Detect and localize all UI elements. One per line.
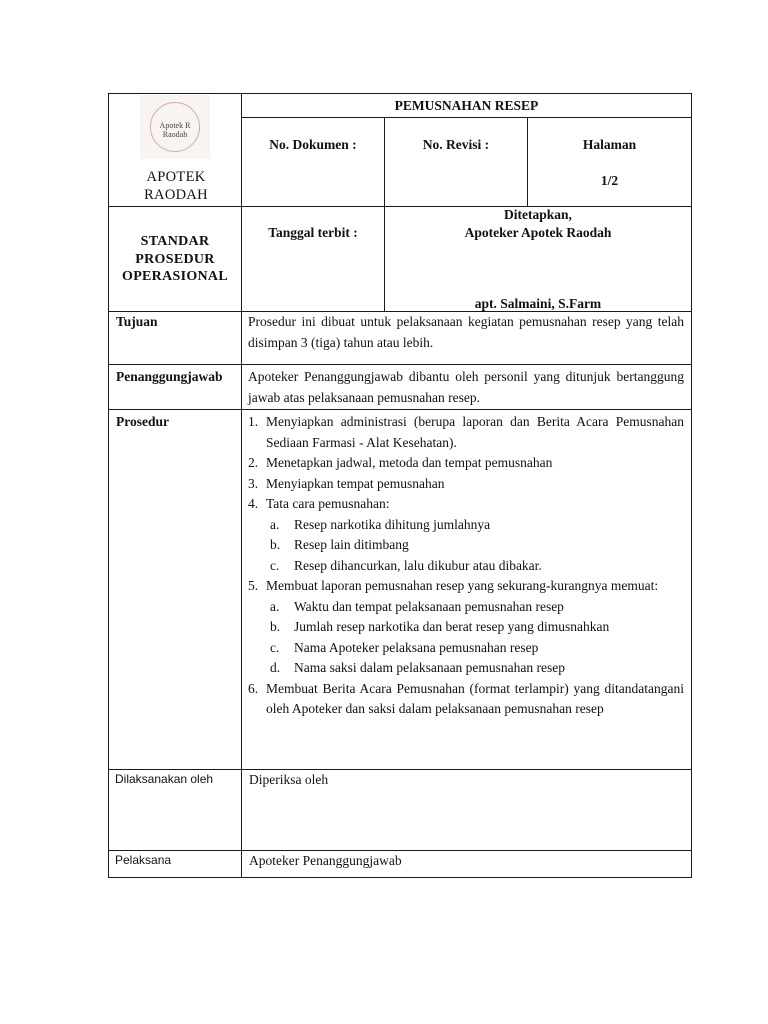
table-divider [241,117,691,118]
item-text: Nama Apoteker pelaksana pemusnahan resep [294,639,539,655]
item-text: Tata cara pemusnahan: [266,496,390,511]
item-number: 6. [248,680,259,696]
table-divider [241,93,242,878]
dilaksanakan-label: Dilaksanakan oleh [115,772,214,786]
sub-list-item [248,535,684,556]
item-text: Membuat Berita Acara Pemusnahan (format terlampir) yang ditandatangani oleh Apoteker dan saksi dalam pelaksanaan pemusnahan resep [266,680,684,716]
ditetapkan-label: Ditetapkan, [504,207,572,222]
tanggal-terbit-label: Tanggal terbit : [268,225,358,240]
item-letter: c. [270,639,280,655]
signatory-name: apt. Salmaini, S.Farm [474,296,602,311]
item-letter: a. [270,598,280,614]
logo-text-line1: Apotek R [159,121,191,130]
pelaksana-label: Pelaksana [115,853,172,867]
item-letter: a. [270,516,280,532]
logo-text-line2: Raodah [162,130,188,139]
logo [140,95,210,159]
item-number: 1. [248,414,259,429]
item-number: 2. [248,455,259,470]
tujuan-text: Prosedur ini dibuat untuk pelaksanaan kegiatan pemusnahan resep yang telah disimpan 3 (tiga) tahun atau lebih. [248,314,684,350]
item-text: Waktu dan tempat pelaksanaan pemusnahan resep [294,598,564,614]
prosedur-list [248,412,684,720]
item-text: Nama saksi dalam pelaksanaan pemusnahan resep [294,660,566,675]
tujuan-label: Tujuan [116,314,158,329]
diperiksa-label: Diperiksa oleh [249,772,329,787]
list-item [248,412,684,453]
item-text: Menyiapkan tempat pemusnahan [266,475,445,491]
sub-list-item [248,515,684,536]
sub-list-item [248,658,684,679]
halaman-value: 1/2 [600,173,619,188]
org-name: APOTEK RAODAH [144,169,208,203]
document-title: PEMUSNAHAN RESEP [394,98,539,113]
penanggungjawab-text: Apoteker Penanggungjawab dibantu oleh personil yang ditunjuk bertanggung jawab atas pelaksanaan pemusnahan resep. [248,369,684,405]
item-text: Resep dihancurkan, lalu dikubur atau dibakar. [294,557,542,573]
sub-list-item [248,556,684,577]
list-item [248,453,684,474]
table-border [691,93,692,878]
item-letter: b. [270,619,281,634]
table-border [108,93,691,94]
sub-list-item [248,617,684,638]
table-border [108,93,109,878]
table-divider [108,769,691,770]
table-divider [108,409,691,410]
item-number: 5. [248,578,259,593]
item-text: Menyiapkan administrasi (berupa laporan dan Berita Acara Pemusnahan Sediaan Farmasi - Alat Kesehatan). [266,414,684,450]
item-text: Membuat laporan pemusnahan resep yang sekurang-kurangnya memuat: [266,578,659,593]
sop-label: STANDAR PROSEDUR OPERASIONAL [122,234,228,284]
item-number: 3. [248,475,259,491]
table-divider [108,850,691,851]
item-text: Resep narkotika dihitung jumlahnya [294,516,491,532]
item-number: 4. [248,496,259,511]
list-item [248,679,684,720]
item-text: Menetapkan jadwal, metoda dan tempat pemusnahan [266,455,553,470]
apoteker-title: Apoteker Apotek Raodah [464,225,612,240]
item-letter: b. [270,537,281,552]
table-divider [108,364,691,365]
item-text: Jumlah resep narkotika dan berat resep yang dimusnahkan [294,619,610,634]
table-border [108,877,692,878]
no-revisi-label: No. Revisi : [422,137,490,152]
sub-list-item [248,638,684,659]
item-letter: c. [270,557,280,573]
table-divider [527,117,528,207]
list-item [248,494,684,515]
halaman-label: Halaman [582,137,637,152]
sub-list-item [248,597,684,618]
no-dokumen-label: No. Dokumen : [269,137,357,152]
item-text: Resep lain ditimbang [294,537,409,552]
prosedur-label: Prosedur [116,414,169,429]
penanggungjawab-label: Penanggungjawab [116,369,223,384]
pelaksana-value: Apoteker Penanggungjawab [249,853,402,868]
item-letter: d. [270,660,281,675]
list-item [248,474,684,495]
list-item [248,576,684,597]
